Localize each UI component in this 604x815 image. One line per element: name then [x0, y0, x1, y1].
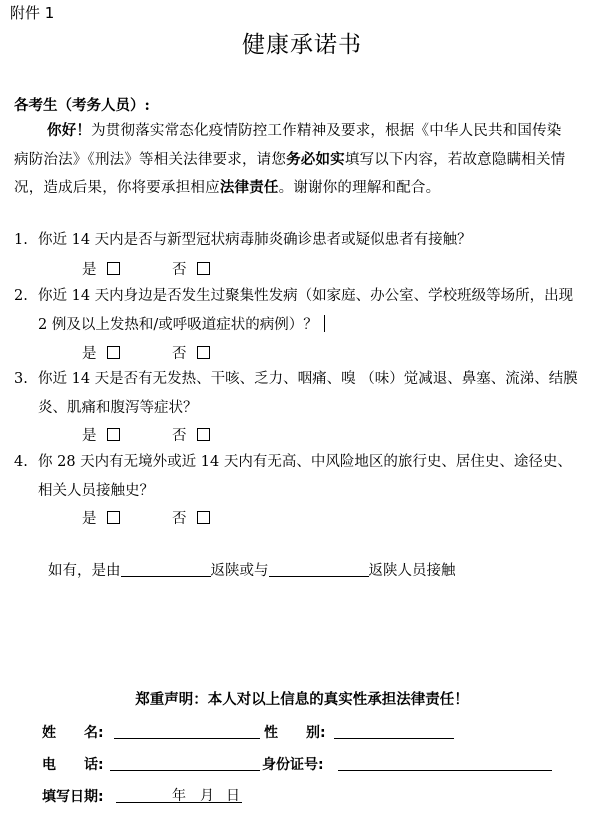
yes-option[interactable]: [82, 342, 120, 363]
yes-checkbox[interactable]: [107, 428, 120, 441]
no-checkbox[interactable]: [197, 428, 210, 441]
question-number: 2.: [14, 288, 28, 304]
intro-text-3: 。谢谢你的理解和配合。: [278, 180, 441, 196]
intro-emphasis-2: 法律责任: [219, 179, 279, 196]
yes-checkbox[interactable]: [107, 346, 120, 359]
question-text: 你近 14 天内身边是否发生过聚集性发病（如家庭、办公室、学校班级等场所，出现 2 例及以上发热和/或呼吸道症状的病例）？: [38, 288, 574, 333]
page-title: 健康承诺书: [242, 32, 362, 58]
yes-label: 是: [82, 262, 97, 278]
no-checkbox[interactable]: [197, 511, 210, 524]
gender-label: 性 别:: [264, 725, 326, 741]
yes-option[interactable]: [82, 424, 120, 445]
yes-checkbox[interactable]: [107, 262, 120, 275]
question-text: 你近 14 天是否有无发热、干咳、乏力、咽痛、嗅 （味）觉减退、鼻塞、流涕、结膜炎、肌痛和腹泻等症状？: [38, 371, 578, 416]
question-text: 你近 14 天内是否与新型冠状病毒肺炎确诊患者或疑似患者有接触？: [38, 232, 472, 248]
salutation: 各考生（考务人员）:: [14, 97, 150, 114]
name-field[interactable]: [114, 737, 260, 739]
id-number-field[interactable]: [338, 769, 552, 771]
intro-text-2: 填写以下内容，若故意隐瞒相关情况，造成后果，你将要承担相应: [14, 151, 566, 196]
question-number: 4.: [14, 454, 28, 470]
yes-option[interactable]: [82, 258, 120, 279]
intro-paragraph: [14, 117, 574, 203]
question-text: 你 28 天内有无境外或近 14 天内有无高、中风险地区的旅行史、居住史、途径史、相关人员接触史？: [38, 454, 572, 499]
yes-option[interactable]: [82, 507, 120, 528]
contact-origin-blank[interactable]: [269, 562, 369, 577]
yes-label: 是: [82, 346, 97, 362]
date-label: 填写日期:: [42, 789, 104, 805]
id-number-label: 身份证号:: [262, 757, 324, 773]
date-day: 日: [226, 788, 240, 804]
contact-text-3: 返陕人员接触: [368, 563, 456, 579]
yes-label: 是: [82, 428, 97, 444]
no-option[interactable]: [172, 507, 210, 528]
no-label: 否: [172, 262, 187, 278]
greeting: 你好！: [47, 122, 92, 139]
name-label: 姓 名:: [42, 725, 104, 741]
yes-checkbox[interactable]: [107, 511, 120, 524]
origin-blank[interactable]: [121, 562, 211, 577]
text-cursor: [324, 315, 325, 332]
no-checkbox[interactable]: [197, 346, 210, 359]
declaration: 郑重声明：本人对以上信息的真实性承担法律责任！: [135, 692, 469, 708]
no-label: 否: [172, 511, 187, 527]
no-checkbox[interactable]: [197, 262, 210, 275]
intro-emphasis-1: 务必如实: [286, 150, 345, 168]
yes-label: 是: [82, 511, 97, 527]
date-year: 年: [172, 788, 186, 804]
no-option[interactable]: [172, 342, 210, 363]
date-month: 月: [200, 788, 214, 804]
no-option[interactable]: [172, 258, 210, 279]
phone-label: 电 话:: [42, 757, 104, 773]
no-option[interactable]: [172, 424, 210, 445]
question-number: 1.: [14, 232, 28, 248]
no-label: 否: [172, 346, 187, 362]
attachment-label: 附件 1: [10, 4, 55, 22]
intro-text-1: 为贯彻落实常态化疫情防控工作精神及要求，根据《中华人民共和国传染病防治法》《刑法》等相关法律要求，请您: [14, 123, 562, 168]
no-label: 否: [172, 428, 187, 444]
gender-field[interactable]: [334, 737, 454, 739]
question-number: 3.: [14, 371, 28, 387]
phone-field[interactable]: [110, 769, 260, 771]
contact-text-2: 返陕或与: [210, 563, 269, 579]
contact-statement: [48, 559, 456, 580]
contact-text-1: 如有，是由: [48, 563, 121, 579]
